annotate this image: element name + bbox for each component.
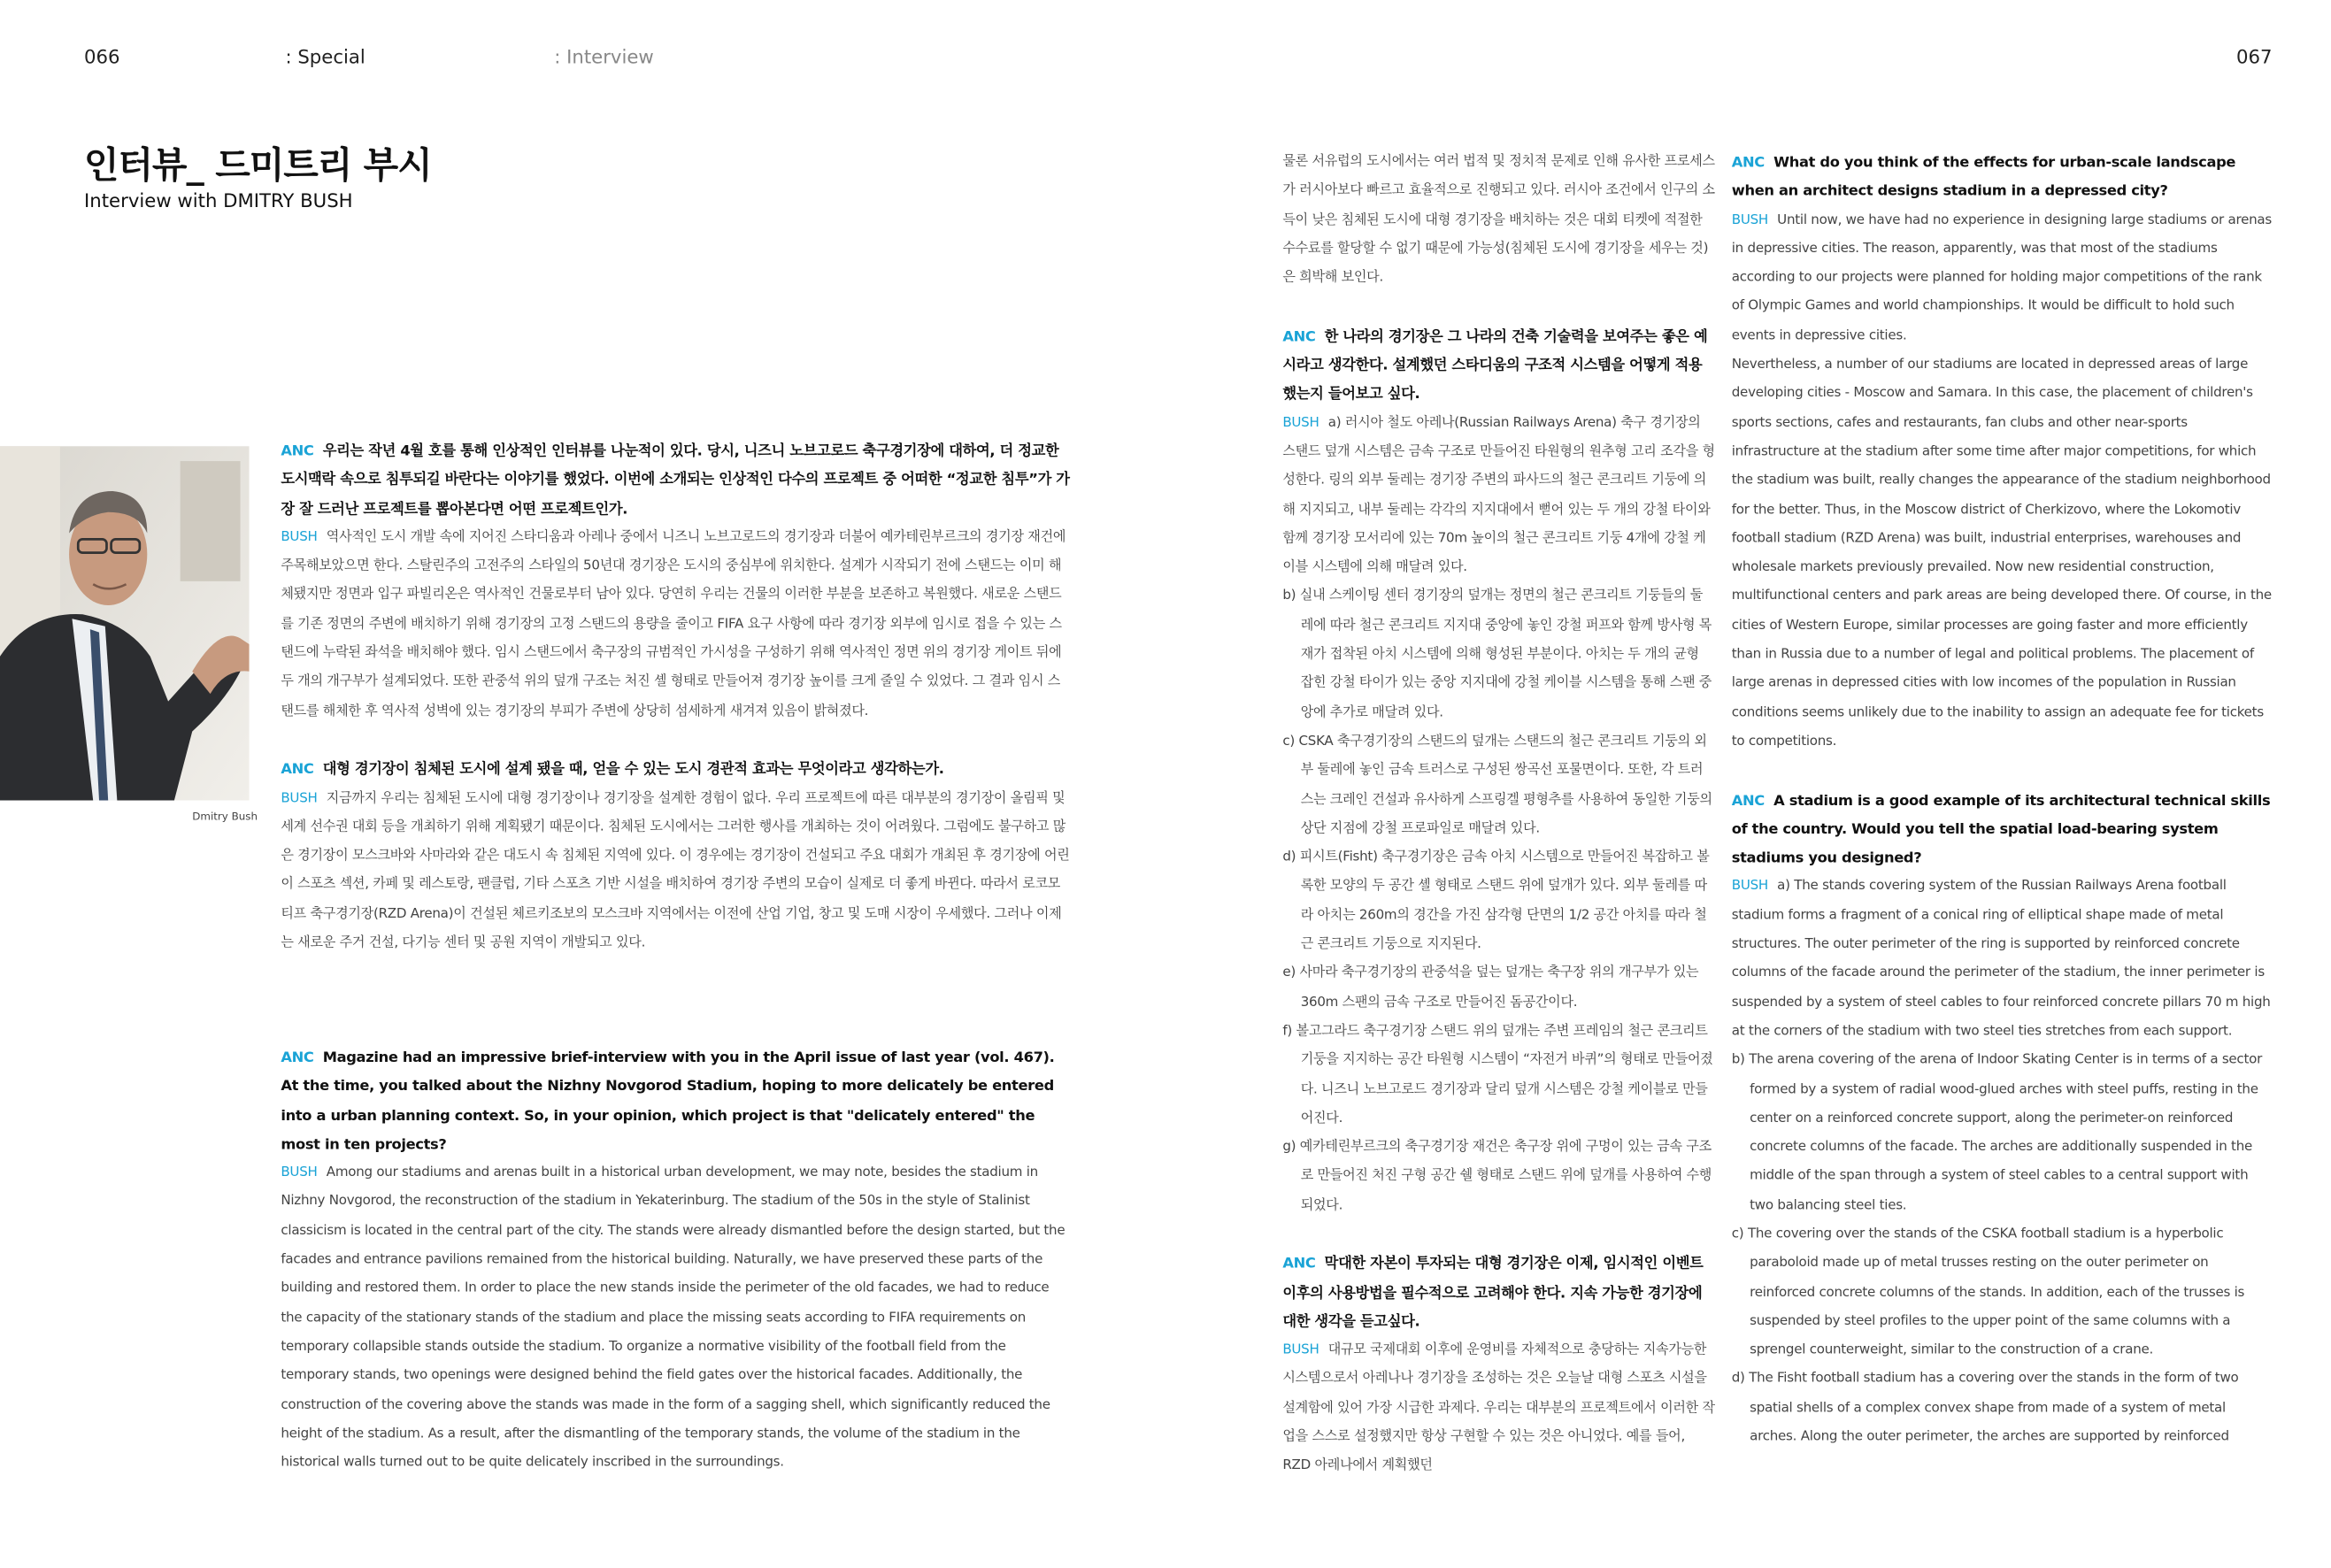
answer-ko-2-continued: 물론 서유럽의 도시에서는 여러 법적 및 정치적 문제로 인해 유사한 프로세스가 러시아보다 빠르고 효율적으로 진행되고 있다. 러시아 조건에서 인구의 소득이 낮은 침체된 도시에 대형 경기장을 배치하는 것은 대회 티켓에 적절한 수수료를 할당할 수 없기 때문에 가능성(침체된 도시에 경기장을 세우는 것)은 희박해 보인다. (1282, 154, 1715, 286)
question-ko-3 (1282, 323, 1715, 410)
answer-ko-3-d: d) 피시트(Fisht) 축구경기장은 금속 아치 시스템으로 만들어진 복잡하고 볼록한 모양의 두 공간 셸 형태로 스탠드 위에 덮개가 있다. 외부 둘레를 따라 아치는 260m의 경간을 가진 삼각형 단면의 1/2 공간 아치를 따라 철근 콘크리트 기둥으로 지지된다. (1282, 849, 1710, 953)
bush-tag: BUSH (281, 529, 318, 545)
answer-en-2 (1732, 207, 2275, 352)
answer-ko-3-g: g) 예카테린부르크의 축구경기장 재건은 축구장 위에 구멍이 있는 금속 구조로 만들어진 처진 구형 공간 쉘 형태로 스탠드 위에 덮개를 사용하여 수행되었다. (1282, 1140, 1712, 1213)
answer-text: 역사적인 도시 개발 속에 지어진 스타디움과 아레나 중에서 니즈니 노브고로드의 경기장과 더불어 예카테린부르크의 경기장 재건에 주목해보았으면 한다. 스탈린주의 고전주의 스타일의 50년대 경기장은 도시의 중심부에 위치한다. 설계가 시작되기 전에 스탠드는 이미 해체됐지만 정면과 입구 파빌리온은 역사적인 건물로부터 남아 있다. 당연히 우리는 건물의 이러한 부분을 보존하고 복원했다. 새로운 스탠드를 기존 정면의 주변에 배치하기 위해 경기장의 고정 스탠드의 용량을 줄이고 FIFA 요구 사항에 따라 경기장 외부에 임시로 접을 수 있는 스탠드에 누락된 좌석을 배치해야 했다. 임시 스탠드에서 축구장의 규범적인 가시성을 구성하기 위해 역사적인 정면 위의 경기장 게이트 뒤에 두 개의 개구부가 설계되었다. 또한 관중석 위의 덮개 구조는 처진 셸 형태로 만들어져 경기장 높이를 크게 줄일 수 있었다. 그 결과 임시 스탠드를 해체한 후 역사적 성벽에 있는 경기장의 부피가 주변에 상당히 섬세하게 새겨져 있음이 밝혀졌다. (281, 529, 1066, 719)
answer-en-3 (1732, 873, 2275, 1048)
question-en-2 (1732, 149, 2275, 207)
question-ko-1 (281, 437, 1072, 524)
answer-text: 지금까지 우리는 침체된 도시에 대형 경기장이나 경기장을 설계한 경험이 없다. 우리 프로젝트에 따른 대부분의 경기장이 올림픽 및 세계 선수권 대회 등을 개최하기 위해 계획됐기 때문이다. 침체된 도시에서는 그러한 행사를 개최하는 것이 어려웠다. 그럼에도 불구하고 많은 경기장이 모스크바와 사마라와 같은 대도시 속 침체된 지역에 있다. 이 경우에는 경기장이 건설되고 주요 대회가 개최된 후 경기장에 어린이 스포츠 섹션, 카페 및 레스토랑, 팬클럽, 기타 스포츠 기반 시설을 배치하여 경기장 주변의 모습이 실제로 더 좋게 바뀐다. 따라서 로코모티프 축구경기장(RZD Arena)이 건설된 체르키조보의 모스크바 지역에서는 이전에 산업 기업, 창고 및 도매 시장이 우세했다. 그러나 이제는 새로운 주거 건설, 다기능 센터 및 공원 지역이 개발되고 있다. (281, 790, 1070, 951)
answer-ko-1 (281, 524, 1072, 726)
answer-en-1 (281, 1160, 1072, 1479)
anc-tag: ANC (1282, 328, 1316, 346)
question-text: 우리는 작년 4월 호를 통해 인상적인 인터뷰를 나눈적이 있다. 당시, 니즈니 노브고로드 축구경기장에 대하여, 더 정교한 도시맥락 속으로 침투되길 바란다는 이야기를 했었다. 이번에 소개되는 인상적인 다수의 프로젝트 중 어떠한 “정교한 침투”가 가장 잘 드러난 프로젝트를 뽑아본다면 어떤 프로젝트인가. (281, 442, 1070, 518)
english-column-right (1732, 149, 2275, 1453)
answer-ko-4 (1282, 1337, 1715, 1482)
question-ko-4 (1282, 1250, 1715, 1337)
title-korean: 인터뷰_ 드미트리 부시 (84, 143, 432, 187)
answer-text: a) The stands covering system of the Russian Railways Arena football stadium forms a fragment of a conical ring of elliptical shape made of metal structures. The outer perimeter of the ring is supported by reinforced concrete columns of the facade around the perimeter of the stadium, the inner perimeter is suspended by a system of steel cables to four reinforced concrete pillars 70 m high at the corners of the stadium with two steel ties stretches from each support. (1731, 879, 2271, 1040)
bush-tag: BUSH (281, 1165, 318, 1181)
answer-text: a) 러시아 철도 아레나(Russian Railways Arena) 축구 경기장의 스탠드 덮개 시스템은 금속 구조로 만들어진 타원형의 원추형 고리 조각을 형성한다. 링의 외부 둘레는 경기장 주변의 파사드의 철근 콘크리트 기둥에 의해 지지되고, 내부 둘레는 각각의 지지대에서 뻗어 있는 두 개의 강철 타이와 함께 경기장 모서리에 있는 70m 높이의 철근 콘크리트 기둥 4개에 강철 케이블 시스템에 의해 매달려 있다. (1282, 415, 1715, 576)
answer-text: 대규모 국제대회 이후에 운영비를 자체적으로 충당하는 지속가능한 시스템으로서 아레나나 경기장을 조성하는 것은 오늘날 대형 스포츠 시설을 설계함에 있어 가장 시급한 과제다. 우리는 대부분의 프로젝트에서 이러한 작업을 스스로 설정했지만 항상 구현할 수 있는 것은 아니었다. 예를 들어, RZD 아레나에서 계획했던 (1282, 1342, 1715, 1474)
page-number-right: 067 (2235, 44, 2273, 68)
bush-tag: BUSH (281, 790, 318, 806)
photo-caption: Dmitry Bush (192, 811, 258, 824)
answer-ko-3 (1282, 410, 1715, 584)
anc-tag: ANC (281, 761, 314, 779)
anc-tag: ANC (1731, 792, 1765, 810)
question-en-1 (281, 1044, 1072, 1160)
answer-en-3-c: c) The covering over the stands of the CSKA football stadium is a hyperbolic paraboloid made up of metal trusses resting on the outer perimeter on reinforced concrete columns of the stands. In addition, each of the trusses is suspended by steel profiles to the upper point of the same columns with a sprengel counterweight, similar to the construction of a crane. (1731, 1226, 2245, 1358)
question-ko-2 (281, 756, 1072, 785)
bush-tag: BUSH (1282, 1342, 1319, 1358)
question-text: A stadium is a good example of its architectural technical skills of the country. Would you tell the spatial load-bearing system stadiums you designed? (1731, 792, 2271, 867)
answer-ko-3-f: f) 볼고그라드 축구경기장 스탠드 위의 덮개는 주변 프레임의 철근 콘크리트 기둥을 지지하는 공간 타원형 시스템이 “자전거 바퀴”의 형태로 만들어졌다. 니즈니 노브고로드 경기장과 달리 덮개 시스템은 강철 케이블로 만들어진다. (1282, 1024, 1713, 1126)
answer-text: Among our stadiums and arenas built in a historical urban development, we may note, besides the stadium in Nizhny Novgorod, the reconstruction of the stadium in Yekaterinburg. The stadium of the 50s in the style of Stalinist classicism is located in the central part of the city. The stands were already dismantled before the design started, but the facades and entrance pavilions remained from the historical building. Naturally, we have preserved these parts of the building and restored them. In order to place the new stands inside the perimeter of the old facades, we had to reduce the capacity of the stationary stands of the stadium and place the missing seats according to FIFA requirements on temporary collapsible stands outside the stadium. To organize a normative visibility of the football field from the temporary stands, two openings were designed behind the field gates over the historical facades. Additionally, the construction of the covering above the stands was made in the form of a sagging shell, which significantly reduced the height of the stadium. As a result, after the dismantling of the temporary stands, the volume of the stadium in the historical walls turned out to be quite delicately inscribed in the surroundings. (281, 1165, 1065, 1471)
korean-column-right (1282, 149, 1715, 1482)
bush-tag: BUSH (1282, 415, 1319, 431)
answer-ko-2 (281, 785, 1072, 959)
korean-qa-left (281, 437, 1072, 959)
anc-tag: ANC (281, 1049, 314, 1067)
answer-ko-3-e: e) 사마라 축구경기장의 관중석을 덮는 덮개는 축구장 위의 개구부가 있는 360m 스팬의 금속 구조로 만들어진 돔공간이다. (1282, 965, 1699, 1011)
question-text: 대형 경기장이 침체된 도시에 설계 됐을 때, 얻을 수 있는 도시 경관적 효과는 무엇이라고 생각하는가. (322, 761, 944, 779)
answer-en-3-d: d) The Fisht football stadium has a covering over the stands in the form of two spatial shells of a complex convex shape from made of a system of metal arches. Along the outer perimeter, the arches are supported by reinforced (1731, 1372, 2239, 1445)
question-text: 막대한 자본이 투자되는 대형 경기장은 이제, 임시적인 이벤트 이후의 사용방법을 필수적으로 고려해야 한다. 지속 가능한 경기장에 대한 생각을 듣고싶다. (1282, 1256, 1704, 1331)
answer-ko-3-b: b) 실내 스케이팅 센터 경기장의 덮개는 정면의 철근 콘크리트 기둥들의 둘레에 따라 철근 콘크리트 지지대 중앙에 놓인 강철 퍼프와 함께 방사형 목재가 접착된 아치 시스템에 의해 형성된 부분이다. 아치는 두 개의 균형 잡힌 강철 타이가 있는 중앙 지지대에 강철 케이블 시스템을 통해 스팬 중앙에 추가로 매달려 있다. (1282, 589, 1712, 721)
page-number-left: 066 (84, 44, 120, 68)
question-text: 한 나라의 경기장은 그 나라의 건축 기술력을 보여주는 좋은 예시라고 생각한다. 설계했던 스타디움의 구조적 시스템을 어떻게 적용했는지 들어보고 싶다. (1282, 328, 1708, 404)
right-page (1166, 0, 2331, 1568)
question-text: Magazine had an impressive brief-interview with you in the April issue of last year (vol. 467). At the time, you talked about the Nizhny Novgorod Stadium, hoping to more delicately be entered into a urban planning context. So, in your opinion, which project is that "delicately entered" the most in ten projects? (281, 1049, 1055, 1154)
section-label: : Special (285, 44, 365, 68)
bush-tag: BUSH (1731, 212, 1768, 228)
bush-tag: BUSH (1731, 879, 1768, 895)
answer-ko-3-c: c) CSKA 축구경기장의 스탠드의 덮개는 스탠드의 철근 콘크리트 기둥의 외부 둘레에 놓인 금속 트러스로 구성된 쌍곡선 포물면이다. 또한, 각 트러스는 크레인 건설과 유사하게 스프링겔 평형추를 사용하여 동일한 기둥의 상단 지점에 강철 프로파일로 매달려 있다. (1282, 734, 1712, 837)
subsection-label: : Interview (554, 44, 654, 68)
anc-tag: ANC (1731, 154, 1765, 172)
question-en-3 (1732, 787, 2275, 873)
answer-text: Until now, we have had no experience in designing large stadiums or arenas in depressive cities. The reason, apparently, was that most of the stadiums according to our projects were planned for holding major competitions of the rank of Olympic Games and world championships. It would be difficult to hold such events in depressive cities. (1731, 212, 2272, 344)
answer-en-2-b: Nevertheless, a number of our stadiums are located in depressed areas of large developing cities - Moscow and Samara. In this case, the placement of children's sports sections, cafes and restaurants, fan clubs and other near-sports infrastructure at the stadium after some time after major competitions, for which the stadium was built, really changes the appearance of the stadium neighborhood for the better. Thus, in the Moscow district of Cherkizovo, where the Lokomotiv football stadium (RZD Arena) was built, industrial enterprises, warehouses and wholesale markets previously prevailed. Now new residential construction, multifunctional centers and park areas are being developed there. Of course, in the cities of Western Europe, similar processes are going faster and more efficiently than in Russia due to a number of legal and political problems. The placement of large arenas in depressed cities with low incomes of the population in Russian conditions seems unlikely due to the inability to assign an adequate fee for tickets to competitions. (1731, 357, 2272, 749)
anc-tag: ANC (281, 442, 314, 460)
english-qa-left (281, 1044, 1072, 1479)
portrait-photo (0, 446, 250, 801)
title-english: Interview with DMITRY BUSH (84, 188, 353, 212)
anc-tag: ANC (1282, 1256, 1316, 1273)
question-text: What do you think of the effects for urban-scale landscape when an architect designs stadium in a depressed city? (1731, 154, 2236, 201)
answer-en-3-b: b) The arena covering of the arena of Indoor Skating Center is in terms of a sector formed by a system of radial wood-glued arches with steel puffs, resting in the center on a reinforced concrete support, along the perimeter-on reinforced concrete columns of the facade. The arches are additionally suspended in the middle of the span through a system of steel cables to a central support with two balancing steel ties. (1731, 1053, 2263, 1213)
